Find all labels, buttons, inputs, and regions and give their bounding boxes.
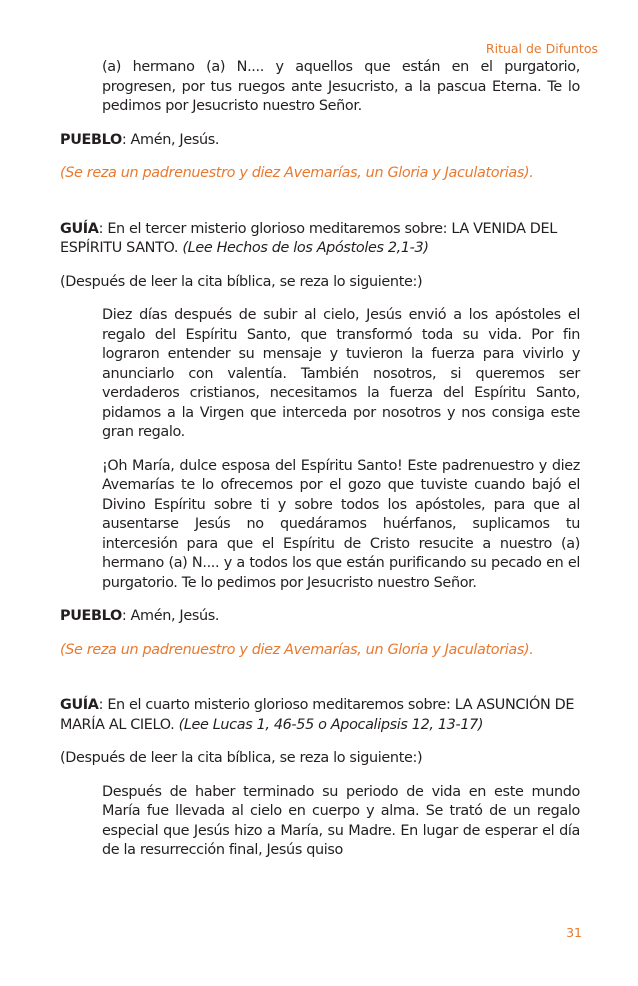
prayer-paragraph: ¡Oh María, dulce esposa del Espíritu Santo! Este padrenuestro y diez Avemarías te lo ofrecemos por el gozo que tuviste cuando bajó el Divino Espíritu sobre ti y sobre todos los apóstoles, para que al ausentarse Jesús no quedáramos huérfanos, suplicamos tu intercesión para que el Espíritu de Cristo resucite a nuestro (a) hermano (a) N.... y a todos los que están purificando su pecado en el purgatorio. Te lo pedimos por Jesucristo nuestro Señor. [102, 457, 580, 591]
rubric-instruction: (Se reza un padrenuestro y diez Avemarías, un Gloria y Jaculatorias). [60, 165, 534, 181]
guia-label: GUÍA [60, 697, 99, 713]
prayer-continuation: (a) hermano (a) N.... y aquellos que están en el purgatorio, progresen, por tus ruegos ante Jesucristo, a la pascua Eterna. Te lo pedimos por Jesucristo nuestro Señor. [102, 59, 580, 114]
scripture-reference: (Lee Hechos de los Apóstoles 2,1-3) [182, 240, 429, 256]
guia-text: : En el tercer misterio glorioso meditaremos sobre: LA VENIDA DEL ESPÍRITU SANTO. [60, 220, 557, 256]
guia-announcement [60, 220, 580, 259]
pueblo-text: : Amén, Jesús. [121, 131, 220, 148]
section-gap [60, 184, 580, 220]
pueblo-text: : Amén, Jesús. [121, 608, 220, 624]
scripture-reference: (Lee Lucas 1, 46-55 o Apocalipsis 12, 13-17) [178, 716, 484, 733]
pueblo-response [60, 607, 580, 627]
meditation-paragraph: Después de haber terminado su periodo de vida en este mundo María fue llevada al cielo en cuerpo y alma. Se trató de un regalo especial que Jesús hizo a María, su Madre. En lugar de esperar el día de la resurrección final, Jesús quiso [102, 783, 580, 858]
meditation-paragraph: Diez días después de subir al cielo, Jesús envió a los apóstoles el regalo del Espíritu Santo, que transformó toda su vida. Por fin lograron entender su mensaje y tuvieron la fuerza para vivirlo y anunciarlo con valentía. También nosotros, si queremos ser verdaderos cristianos, necesitamos la fuerza del Espíritu Santo, pidamos a la Virgen que interceda por nosotros y nos consiga este gran regalo. [102, 307, 580, 440]
page-number: 31 [566, 925, 582, 940]
pueblo-response [60, 131, 580, 151]
after-reading-note: (Después de leer la cita bíblica, se reza lo siguiente:) [60, 750, 423, 766]
guia-text: : En el cuarto misterio glorioso meditaremos sobre: LA ASUNCIÓN DE MARÍA AL CIELO. [60, 697, 575, 733]
page-content [60, 58, 580, 861]
section-gap [60, 660, 580, 696]
running-header: Ritual de Difuntos [485, 41, 598, 56]
pueblo-label: PUEBLO [60, 608, 122, 624]
after-reading-note: (Después de leer la cita bíblica, se reza lo siguiente:) [60, 273, 423, 290]
rubric-instruction: (Se reza un padrenuestro y diez Avemarías, un Gloria y Jaculatorias). [60, 641, 534, 658]
pueblo-label: PUEBLO [60, 131, 122, 148]
guia-announcement [60, 696, 580, 735]
guia-label: GUÍA [60, 220, 99, 237]
